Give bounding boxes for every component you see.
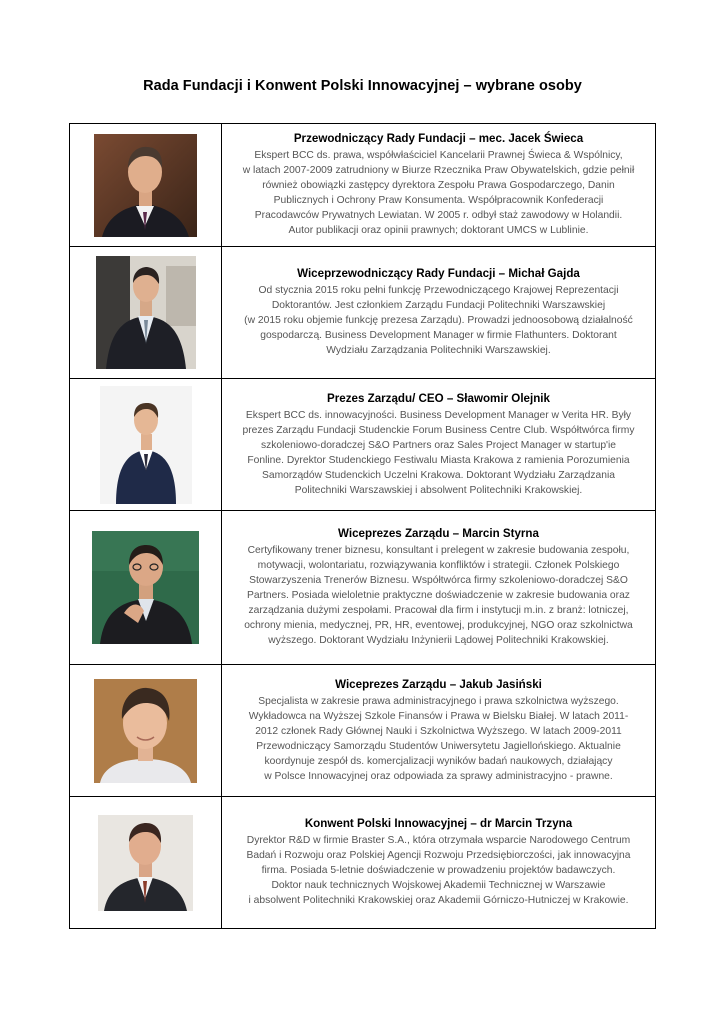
- portrait-photo: [94, 134, 197, 237]
- bio-line: Ekspert BCC ds. prawa, współwłaściciel Kancelarii Prawnej Świeca & Wspólnicy,: [254, 150, 623, 161]
- portrait-photo: [100, 386, 192, 504]
- bio-line: 2012 członek Rady Głównej Nauki i Szkolnictwa Wyższego. W latach 2009-2011: [255, 725, 622, 737]
- person-heading: Prezes Zarządu/ CEO – Sławomir Olejnik: [327, 391, 550, 405]
- bio-line: szkoleniowo-doradczej S&O Partners oraz Sales Project Manager w startup'ie: [260, 439, 617, 451]
- bio-line: gospodarczą. Business Development Manager w firmie Flathunters. Doktorant: [260, 330, 617, 341]
- person-bio: [228, 694, 649, 784]
- photo-cell: [70, 665, 222, 796]
- bio-line: (w 2015 roku objemie funkcję prezesa Zarządu). Prowadzi jednoosobową działalność: [244, 315, 633, 326]
- person-bio: [228, 543, 649, 648]
- photo-cell: [70, 797, 222, 928]
- person-bio: [228, 283, 649, 358]
- person-row: [70, 665, 655, 797]
- bio-line: Doktorantów. Jest członkiem Zarządu Fundacji Politechniki Warszawskiej: [271, 300, 606, 311]
- text-cell: [222, 379, 655, 510]
- bio-line: Ekspert BCC ds. innowacyjności. Business Development Manager w Verita HR. Były: [245, 409, 632, 421]
- person-row: [70, 124, 655, 247]
- person-heading: Przewodniczący Rady Fundacji – mec. Jacek Świeca: [293, 132, 584, 145]
- bio-line: Stowarzyszenia Trenerów Biznesu. Współtwórca firmy szkoleniowo-doradczej S&O: [249, 575, 628, 586]
- bio-line: Pracodawców Prywatnych Lewiatan. W 2005 r. odbył staż zawodowy w Holandii.: [254, 210, 623, 221]
- bio-line: Publicznych i Ochrony Praw Konsumenta. Współpracownik Konfederacji: [273, 195, 604, 206]
- bio-line: Badań i Rozwoju oraz Polskiej Agencji Rozwoju Przedsiębiorczości, jak innowacyjna: [246, 850, 631, 861]
- text-cell: [222, 124, 655, 246]
- text-cell: [222, 511, 655, 664]
- bio-line: motywacji, wolontariatu, rozwiązywania konfliktów i strategii. Członek Polskiego: [257, 560, 620, 571]
- bio-line: Specjalista w zakresie prawa administracyjnego i prawa szkolnictwa wyższego.: [258, 695, 619, 707]
- person-heading: Wiceprzewodniczący Rady Fundacji – Michał Gajda: [297, 267, 580, 280]
- bio-line: w latach 2007-2009 zatrudniony w Biurze Rzecznika Praw Obywatelskich, gdzie pełnił: [242, 165, 635, 176]
- bio-line: zarządzania dużymi zespołami. Pracował dla firm i instytucji m.in. z branż: lotniczej,: [248, 605, 629, 616]
- bio-line: Partners. Posiada wieloletnie praktyczne doświadczenie w zakresie budowania oraz: [247, 590, 630, 601]
- person-heading: Konwent Polski Innowacyjnej – dr Marcin Trzyna: [304, 817, 573, 830]
- person-row: [70, 797, 655, 928]
- bio-line: prezes Zarządu Fundacji Studenckie Forum Business Centre Club. Współtwórca firmy: [242, 424, 635, 436]
- bio-line: w Polsce Innowacyjnej oraz odpowiada za sprawy administracyjno - prawne.: [264, 770, 613, 782]
- bio-line: Od stycznia 2015 roku pełni funkcję Przewodniczącego Krajowej Reprezentacji: [258, 285, 619, 296]
- bio-line: i absolwent Politechniki Krakowskiej oraz Akademii Górniczo-Hutniczej w Krakowie.: [248, 895, 629, 906]
- person-bio: [228, 408, 649, 498]
- bio-line: Samorządów Studenckich Uczelni Krakowa. Doktorant Wydziału Zarządzania: [261, 469, 616, 481]
- photo-cell: [70, 124, 222, 246]
- photo-cell: [70, 511, 222, 664]
- text-cell: [222, 247, 655, 378]
- portrait-photo: [96, 256, 196, 369]
- bio-line: Certyfikowany trener biznesu, konsultant i prelegent w zakresie budowania zespołu,: [247, 545, 630, 556]
- person-heading: Wiceprezes Zarządu – Marcin Styrna: [338, 527, 539, 540]
- photo-cell: [70, 247, 222, 378]
- bio-line: Wykładowca na Wyższej Szkole Finansów i Prawa w Bielsku Białej. W latach 2011-: [248, 710, 629, 722]
- people-table: [69, 123, 656, 929]
- portrait-photo: [94, 679, 197, 783]
- bio-line: Politechniki Warszawskiej i absolwent Politechniki Krakowskiej.: [294, 484, 583, 496]
- bio-line: Doktor nauk technicznych Wojskowej Akademii Technicznej w Warszawie: [271, 880, 606, 891]
- text-cell: [222, 797, 655, 928]
- photo-cell: [70, 379, 222, 510]
- bio-line: również obowiązki zastępcy dyrektora Zespołu Prawa Gospodarczego, Danin: [262, 180, 615, 191]
- text-cell: [222, 665, 655, 796]
- person-row: [70, 511, 655, 665]
- bio-line: Fonline. Dyrektor Studenckiego Festiwalu Miasta Krakowa z ramienia Porozumienia: [247, 454, 630, 466]
- bio-line: Przewodniczący Samorządu Studentów Uniwersytetu Jagiellońskiego. Aktualnie: [256, 740, 621, 752]
- bio-line: firma. Posiada 5-letnie doświadczenie w prowadzeniu projektów badawczych.: [261, 865, 616, 876]
- bio-line: Wydziału Zarządzania Politechniki Warszawskiej.: [326, 345, 551, 356]
- bio-line: ochrony mienia, medycznej, PR, HR, eventowej, produkcyjnej, NGO oraz szkolnictwa: [244, 620, 633, 631]
- bio-line: koordynuje zespół ds. komercjalizacji wyników badań naukowych, działający: [264, 755, 613, 767]
- person-bio: [228, 148, 649, 238]
- bio-line: wyższego. Doktorant Wydziału Inżynierii Lądowej Politechniki Krakowskiej.: [268, 635, 609, 646]
- person-row: [70, 379, 655, 511]
- person-heading: Wiceprezes Zarządu – Jakub Jasiński: [335, 677, 542, 691]
- portrait-photo: [98, 815, 193, 911]
- person-row: [70, 247, 655, 379]
- document-title: Rada Fundacji i Konwent Polski Innowacyjnej – wybrane osoby: [143, 78, 582, 94]
- bio-line: Autor publikacji oraz opinii prawnych; doktorant UMCS w Lublinie.: [288, 225, 589, 236]
- person-bio: [228, 833, 649, 908]
- bio-line: Dyrektor R&D w firmie Braster S.A., która otrzymała wsparcie Narodowego Centrum: [246, 835, 631, 846]
- portrait-photo: [92, 531, 199, 644]
